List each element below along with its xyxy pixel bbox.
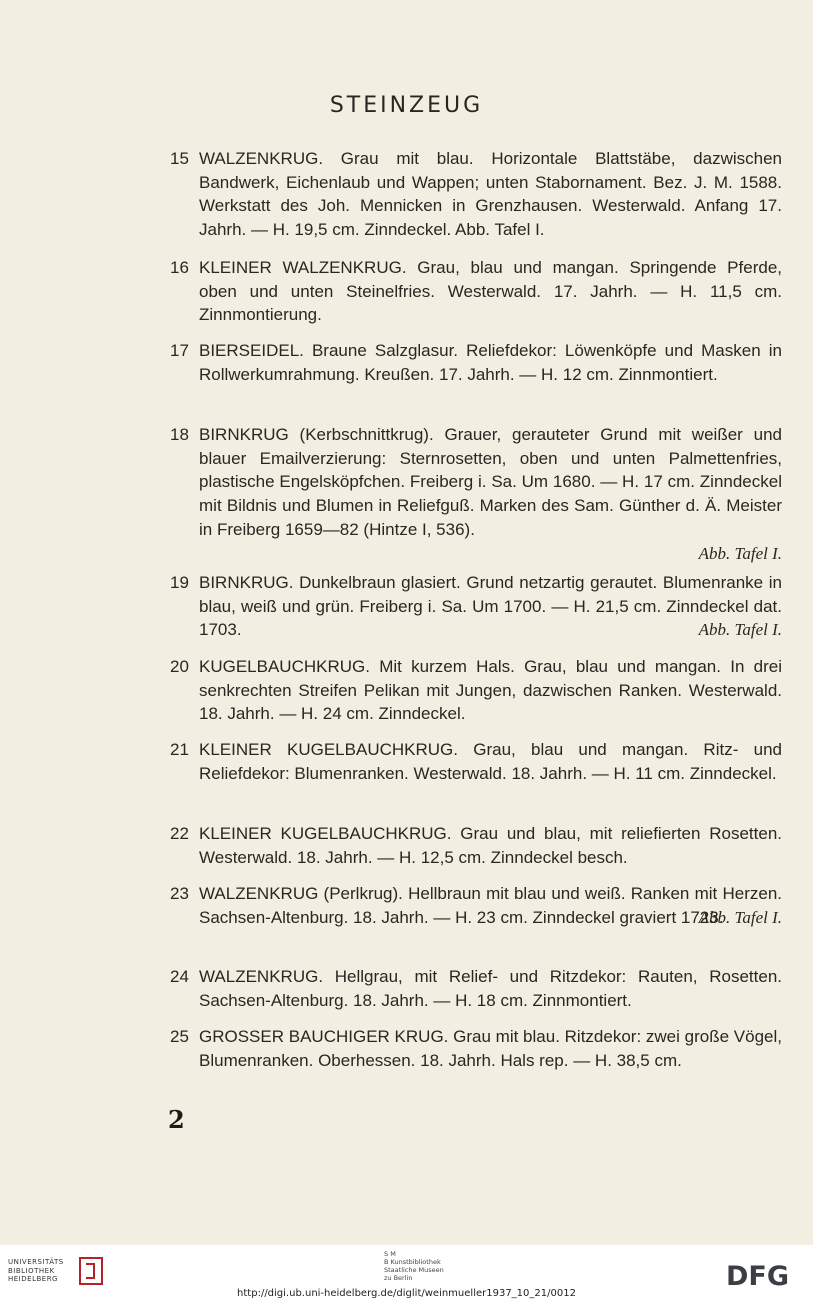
entry-text: WALZENKRUG (Perlkrug). Hellbraun mit blau und weiß. Ranken mit Herzen. Sachsen-Altenburg. 18. Jahrh. — H. 23 cm. Zinndeckel graviert 1723. <box>199 884 782 927</box>
entry-text: WALZENKRUG. Hellgrau, mit Relief- und Ritzdekor: Rauten, Rosetten. Sachsen-Altenburg. 18. Jahrh. — H. 18 cm. Zinnmontiert. <box>199 967 782 1010</box>
dfg-logo-text: DFG <box>726 1262 790 1288</box>
entry-number: 22 <box>170 824 189 843</box>
kunstbibliothek-stamp: S M B Kunstbibliothek Staatliche Museen zu Berlin <box>384 1250 444 1282</box>
plate-reference: Abb. Tafel I. <box>698 543 782 563</box>
entry-text: BIERSEIDEL. Braune Salzglasur. Reliefdekor: Löwenköpfe und Masken in Rollwerkumrahmung. Kreußen. 17. Jahrh. — H. 12 cm. Zinnmontiert. <box>199 341 782 384</box>
plate-reference: Abb. Tafel I. <box>698 907 782 927</box>
university-library-logo[interactable] <box>8 1255 108 1287</box>
entry-number: 16 <box>170 258 189 277</box>
catalog-entry <box>170 822 782 869</box>
entry-text: BIRNKRUG (Kerbschnittkrug). Grauer, gerauteter Grund mit weißer und blauer Emailverzierung: Sternrosetten, oben und unten Palmettenfries, plastische Engelsköpfchen. Freiberg i. Sa. Um 1680. — H. 17 cm. Zinndeckel mit Bildnis und Blumen in Reliefguß. Marken des Sam. Günther d. Ä. Meister in Freiberg 1659—82 (Hintze I, 536). <box>199 425 782 539</box>
entry-number: 21 <box>170 740 189 759</box>
catalog-entry <box>170 256 782 327</box>
catalog-entry <box>170 965 782 1012</box>
catalog-entry <box>170 571 782 642</box>
entry-number: 23 <box>170 884 189 903</box>
university-library-name: UNIVERSITÄTS BIBLIOTHEK HEIDELBERG <box>8 1258 64 1283</box>
catalog-entry <box>170 339 782 386</box>
source-url[interactable]: http://digi.ub.uni-heidelberg.de/diglit/weinmueller1937_10_21/0012 <box>237 1288 576 1299</box>
plate-reference: Abb. Tafel I. <box>698 620 782 640</box>
page-number: 2 <box>168 1105 185 1134</box>
heidelberg-seal-icon <box>78 1255 106 1287</box>
entry-number: 25 <box>170 1027 189 1046</box>
catalog-entry <box>170 655 782 726</box>
catalog-entry <box>170 423 782 565</box>
entry-number: 15 <box>170 149 189 168</box>
catalog-entry <box>170 882 782 929</box>
entry-text: KUGELBAUCHKRUG. Mit kurzem Hals. Grau, blau und mangan. In drei senkrechten Streifen Pelikan mit Jungen, dazwischen Ranken. Westerwald. 18. Jahrh. — H. 24 cm. Zinndeckel. <box>199 657 782 724</box>
catalog-entry <box>170 1025 782 1072</box>
page-title: STEINZEUG <box>329 93 484 118</box>
dfg-logo[interactable] <box>726 1262 802 1288</box>
catalog-entry <box>170 147 782 242</box>
entry-text: KLEINER KUGELBAUCHKRUG. Grau, blau und mangan. Ritz- und Reliefdekor: Blumenranken. Westerwald. 18. Jahrh. — H. 11 cm. Zinndeckel. <box>199 740 782 783</box>
entry-text: KLEINER KUGELBAUCHKRUG. Grau und blau, mit reliefierten Rosetten. Westerwald. 18. Jahrh. — H. 12,5 cm. Zinndeckel besch. <box>199 824 782 867</box>
entry-text: BIRNKRUG. Dunkelbraun glasiert. Grund netzartig gerautet. Blumenranke in blau, weiß und grün. Freiberg i. Sa. Um 1700. — H. 21,5 cm. Zinndeckel dat. 1703. <box>199 573 782 640</box>
entry-number: 18 <box>170 425 189 444</box>
entry-number: 19 <box>170 573 189 592</box>
entry-text: GROSSER BAUCHIGER KRUG. Grau mit blau. Ritzdekor: zwei große Vögel, Blumenranken. Oberhessen. 18. Jahrh. Hals rep. — H. 38,5 cm. <box>199 1027 782 1070</box>
entry-number: 24 <box>170 967 189 986</box>
entry-text: WALZENKRUG. Grau mit blau. Horizontale Blattstäbe, dazwischen Bandwerk, Eichenlaub und Wappen; unten Stabornament. Bez. J. M. 1588. Werkstatt des Joh. Mennicken in Grenzhausen. Westerwald. Anfang 17. Jahrh. — H. 19,5 cm. Zinndeckel. Abb. Tafel I. <box>199 149 782 240</box>
entry-number: 20 <box>170 657 189 676</box>
entry-text: KLEINER WALZENKRUG. Grau, blau und mangan. Springende Pferde, oben und unten Steinelfries. Westerwald. 17. Jahrh. — H. 11,5 cm. Zinnmontierung. <box>199 258 782 325</box>
entry-number: 17 <box>170 341 189 360</box>
catalog-entry <box>170 738 782 785</box>
